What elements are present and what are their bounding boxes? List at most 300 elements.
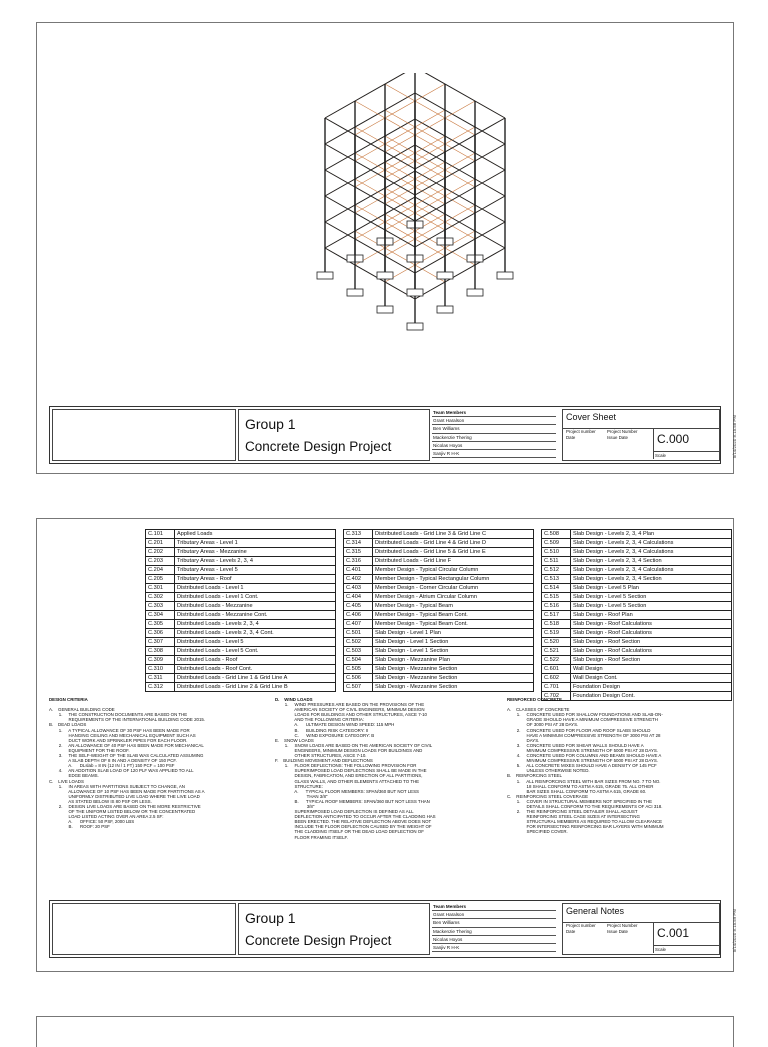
index-row (542, 593, 732, 602)
sheet-number: C.001 (657, 926, 690, 940)
note-line: 1. WIND PRESSURES ARE BASED ON THE PROVISIONS OF THE (275, 702, 425, 708)
sheet-number-cell: C.601 (542, 665, 571, 674)
note-line: C. WIND EXPOSURE CATEGORY: B (275, 732, 375, 738)
index-row (542, 656, 732, 665)
loads-notes (275, 697, 436, 840)
note-line: BAR SIZES SHALL CONFORM TO ASTM A 615, GRADE 60. (507, 788, 647, 794)
sheet-name-cell: Distributed Loads - Level 1 Cont. (175, 593, 336, 602)
index-row (542, 575, 732, 584)
index-row (146, 611, 336, 620)
sheet-name-cell: Slab Design - Levels 2, 3, 4 Section (571, 557, 732, 566)
sheet-name-cell: Slab Design - Mezzanine Plan (373, 656, 534, 665)
index-row (344, 530, 534, 539)
slab-edge (325, 73, 415, 118)
index-row (146, 629, 336, 638)
index-row (542, 539, 732, 548)
slab-edge (415, 222, 505, 273)
index-row (344, 548, 534, 557)
date-label: Date (566, 929, 576, 934)
sheet-number-cell: C.316 (344, 557, 373, 566)
sheet-number-cell: C.301 (146, 584, 175, 593)
sheet-name-cell: Slab Design - Levels 2, 3, 4 Calculations (571, 566, 732, 575)
sheet-number-cell: C.101 (146, 530, 175, 539)
team-member: Mackenzie Thering (432, 434, 556, 442)
logo-box (52, 409, 236, 461)
note-line: EDGE BEAMS. (49, 773, 99, 779)
sheet-number-cell: C.307 (146, 638, 175, 647)
note-line: 5. ALL CONCRETE MIXES SHOULD HAVE A DENSITY OF 145 PCF (507, 763, 657, 769)
note-line: SUPERIMPOSED LOAD DEFLECTION IS DEFINED AS ALL (275, 809, 414, 815)
index-row (344, 674, 534, 683)
scale-label: Scale (655, 453, 666, 458)
note-line: STRUCTURAL MEMBERS AS REQUIRED TO ALLOW CLEARANCE (507, 819, 663, 825)
note-line: FLOOR FRAMING ITSELF. (275, 834, 348, 840)
index-row (146, 548, 336, 557)
note-line: UNLESS OTHERWISE NOTED. (507, 768, 590, 774)
slab-edge (415, 93, 505, 144)
index-row (344, 593, 534, 602)
sheet-name-cell: Tributary Areas - Levels 2, 3, 4 (175, 557, 336, 566)
sheet-number-cell: C.306 (146, 629, 175, 638)
sheet-name-cell: Distributed Loads - Grid Line 1 & Grid Line A (175, 674, 336, 683)
sheet-number-cell: C.701 (542, 683, 571, 692)
index-row (542, 674, 732, 683)
sheet-name-cell: Foundation Design (571, 683, 732, 692)
sheet-name-cell: Distributed Loads - Mezzanine Cont. (175, 611, 336, 620)
sheet-number-cell: C.501 (344, 629, 373, 638)
index-row (146, 530, 336, 539)
note-line: DESIGN CRITERIA (49, 697, 88, 702)
note-line: REINFORCING STEEL CAGE SIZES AT INTERSECTING (507, 814, 640, 820)
building-isometric-drawing (237, 73, 567, 403)
sheet-number-cell: C.514 (542, 584, 571, 593)
index-row (542, 530, 732, 539)
sheet-name-cell: Slab Design - Roof Calculations (571, 647, 732, 656)
sheet-number-cell: C.508 (542, 530, 571, 539)
sheet-number-cell: C.402 (344, 575, 373, 584)
project-number-value: Project Number (607, 923, 638, 928)
sheet-name-cell: Slab Design - Level 5 Plan (571, 584, 732, 593)
note-line: DETAILS SHALL CONFORM TO THE REQUIREMENTS OF ACI 318. (507, 803, 663, 809)
index-row (344, 575, 534, 584)
note-line: FOR INTERSECTING REINFORCING BAR LAYERS WITH MINIMUM (507, 824, 664, 830)
slab-edge (415, 73, 505, 118)
title-block (49, 406, 721, 464)
note-line: MINIMUM COMPRESSIVE STRENGTH OF 5000 PSI AT 28 DAYS. (507, 758, 659, 764)
sheet-number-cell: C.407 (344, 620, 373, 629)
team-member: Nicolas Hoyos (432, 442, 556, 450)
note-line: A. CLASSES OF CONCRETE (507, 707, 570, 713)
sheet-number-cell: C.404 (344, 593, 373, 602)
sheet-index-table-3 (541, 529, 732, 701)
sheet-number-cell: C.602 (542, 674, 571, 683)
index-row (344, 566, 534, 575)
sheet-name-cell: Slab Design - Roof Calculations (571, 620, 732, 629)
sheet-name-cell: Tributary Areas - Level 1 (175, 539, 336, 548)
note-line: OTHER STRUCTURES, ASCE 7-10. (275, 753, 367, 759)
note-line: DEFLECTION ANTICIPATED TO OCCUR AFTER THE CLADDING HAS (275, 814, 436, 820)
project-box (238, 409, 430, 461)
team-members (432, 409, 556, 458)
sheet-number-cell: C.308 (146, 647, 175, 656)
note-line: BEEN ERECTED. THE RELATIVE DEFLECTION ABOVE DOES NOT (275, 819, 432, 825)
sheet-name-cell: Member Design - Typical Beam Cont. (373, 620, 534, 629)
sheet-number-cell: C.507 (344, 683, 373, 692)
sheet-name-cell: Applied Loads (175, 530, 336, 539)
team-header: Team Members (432, 409, 556, 417)
note-line: E. SNOW LOADS (275, 737, 314, 743)
sheet-name-cell: Distributed Loads - Grid Line 5 & Grid Line E (373, 548, 534, 557)
note-line: STRUCTURE: (275, 783, 323, 789)
sheet-name-cell: Slab Design - Level 5 Section (571, 593, 732, 602)
sheet-number-cell: C.517 (542, 611, 571, 620)
team-member: Ben Williams (432, 425, 556, 433)
note-line: OF THE UNIFORM LISTED BELOW OR THE CONCENTRATED (49, 809, 196, 815)
slab-edge (415, 248, 505, 299)
sheet-name-cell: Distributed Loads - Level 5 Cont. (175, 647, 336, 656)
note-line: B. DEAD LOADS (49, 722, 87, 728)
sheet-number-cell: C.305 (146, 620, 175, 629)
sheet-number-cell: C.512 (542, 566, 571, 575)
sheet-name-cell: Slab Design - Roof Plan (571, 611, 732, 620)
index-row (542, 584, 732, 593)
note-line: F. BUILDING MOVEMENT AND DEFLECTIONS (275, 758, 373, 764)
sheet-number-cell: C.519 (542, 629, 571, 638)
note-line: GRADE SHOULD HAVE A MINIMUM COMPRESSIVE STRENGTH (507, 717, 658, 723)
sheet-number-cell: C.201 (146, 539, 175, 548)
index-row (542, 638, 732, 647)
index-row (542, 548, 732, 557)
note-line: A. DLslab = 8 IN (12 IN / 1 FT) 150 PCF = 100 PSF (49, 763, 175, 769)
note-line: DUCT WORK AND SPRINKLER PIPES FOR EACH FLOOR. (49, 737, 188, 743)
sheet-number-cell: C.203 (146, 557, 175, 566)
group-name: Group 1 (245, 910, 296, 926)
sheet-name-cell: Slab Design - Levels 2, 3, 4 Plan (571, 530, 732, 539)
sheet-number-cell: C.702 (542, 692, 571, 701)
slab-grid-line (325, 73, 415, 118)
index-row (344, 602, 534, 611)
sheet-number-cell: C.503 (344, 647, 373, 656)
reinforced-concrete-notes (507, 697, 664, 835)
sheet-name-cell: Slab Design - Roof Calculations (571, 629, 732, 638)
index-row (542, 629, 732, 638)
note-line: A SLAB DEPTH OF 8 IN AND A DENSITY OF 150 PCF. (49, 758, 177, 764)
sheet-name-cell: Distributed Loads - Grid Line 3 & Grid Line C (373, 530, 534, 539)
note-line: THE CLADDING ITSELF OR THE DEAD LOAD DEFLECTION OF (275, 829, 424, 835)
sheet-number-cell: C.505 (344, 665, 373, 674)
sheet-name-cell: Distributed Loads - Roof (175, 656, 336, 665)
date-label: Date (566, 435, 576, 440)
sheet-number-cell: C.304 (146, 611, 175, 620)
project-name: Concrete Design Project (245, 933, 392, 948)
note-line: AMERICAN SOCIETY OF CIVIL ENGINEERS, MINIMUM DESIGN (275, 707, 425, 713)
sheet-number: C.000 (657, 432, 690, 446)
note-line: 1. A TYPICAL ALLOWANCE OF 30 PSF HAS BEEN MADE FOR (49, 727, 190, 733)
index-row (344, 629, 534, 638)
project-number-label: Project number (566, 923, 596, 928)
print-stamp: 5/14/2020 8:15:58 PM (732, 415, 737, 459)
index-row (344, 611, 534, 620)
note-line: AS STATED BELOW IS 80 PSF OR LESS. (49, 798, 152, 804)
sheet-name-cell: Slab Design - Level 1 Plan (373, 629, 534, 638)
sheet-info (562, 409, 720, 461)
index-row (146, 665, 336, 674)
sheet-name-cell: Tributary Areas - Level 5 (175, 566, 336, 575)
note-line: 2. AN ALLOWANCE OF 40 PSF HAS BEEN MADE FOR MECHANICAL (49, 742, 204, 748)
sheet-number-cell: C.511 (542, 557, 571, 566)
scale-label: Scale (655, 947, 666, 952)
note-line: INCLUDE THE FLOOR DEFLECTION CAUSED BY THE WEIGHT OF (275, 824, 432, 830)
note-line: 2. DESIGN LIVE LOADS ARE BASED ON THE MORE RESTRICTIVE (49, 803, 201, 809)
sheet-number-cell: C.520 (542, 638, 571, 647)
sheet-name-cell: Slab Design - Roof Section (571, 638, 732, 647)
note-line: DESIGN, FABRICATION, AND ERECTION OF ALL PARTITIONS, (275, 773, 423, 779)
note-line: REQUIREMENTS OF THE INTERNATIONAL BUILDING CODE 2015. (49, 717, 206, 723)
note-line: 4. CONCRETE USED FOR COLUMNS AND BEAMS SHOULD HAVE A (507, 753, 662, 759)
note-line: OF 3000 PSI AT 28 DAYS. (507, 722, 579, 728)
footing (437, 272, 453, 279)
slab-edge (325, 222, 415, 273)
note-line: A. OFFICE: 50 PSF, 2000 LBS (49, 819, 135, 825)
project-name: Concrete Design Project (245, 439, 392, 454)
sheet-name-cell: Slab Design - Level 1 Section (373, 647, 534, 656)
index-row (146, 566, 336, 575)
team-header: Team Members (432, 903, 556, 911)
project-number-label: Project number (566, 429, 596, 434)
sheet-name-cell: Member Design - Typical Rectangular Column (373, 575, 534, 584)
sheet-name-cell: Slab Design - Level 5 Section (571, 602, 732, 611)
note-line: LOAD LISTED ACTING OVER AN AREA 2.5 SF: (49, 814, 164, 820)
note-line: 1. COVER IN STRUCTURAL MEMBERS NOT SPECIFIED IN THE (507, 798, 653, 804)
index-row (146, 647, 336, 656)
note-line: 1. SNOW LOADS ARE BASED ON THE AMERICAN SOCIETY OF CIVIL (275, 742, 433, 748)
index-row (344, 638, 534, 647)
note-line: REINFORCED CONCRETE (507, 697, 562, 702)
sheet-number-cell: C.521 (542, 647, 571, 656)
note-line: AND THE FOLLOWING CRITERIA: (275, 717, 364, 723)
sheet-name-cell: Member Design - Atrium Circular Column (373, 593, 534, 602)
note-line: C. LIVE LOADS (49, 778, 84, 784)
footing (317, 272, 333, 279)
note-line: B. REINFORCING STEEL (507, 773, 562, 779)
team-member: Grant Haralson (432, 417, 556, 425)
date-value: Issue Date (607, 435, 628, 440)
sheet-number-cell: C.504 (344, 656, 373, 665)
team-member: Ben Williams (432, 919, 556, 927)
index-row (344, 656, 534, 665)
index-row (344, 620, 534, 629)
sheet-number-cell: C.506 (344, 674, 373, 683)
sheet-name-cell: Foundation Design Cont. (571, 692, 732, 701)
sheet-name-cell: Member Design - Typical Beam (373, 602, 534, 611)
sheet-number-cell: C.310 (146, 665, 175, 674)
note-line: 2. THE REINFORCING STEEL DETAILER SHALL ADJUST (507, 809, 638, 815)
sheet-number-cell: C.204 (146, 566, 175, 575)
sheet-name-cell: Distributed Loads - Level 1 (175, 584, 336, 593)
index-row (146, 674, 336, 683)
sheet-name-cell: Wall Design (571, 665, 732, 674)
sheet-name-cell: Tributary Areas - Mezzanine (175, 548, 336, 557)
sheet-number-cell: C.518 (542, 620, 571, 629)
note-line: 1. CONCRETE USED FOR SHALLOW FOUNDATIONS AND SLAB-ON- (507, 712, 663, 718)
footing (407, 323, 423, 330)
sheet-name-cell: Slab Design - Roof Section (571, 656, 732, 665)
note-line: B. BUILDING RISK CATEGORY: II (275, 727, 369, 733)
sheet-number-cell: C.510 (542, 548, 571, 557)
title-block (49, 900, 721, 958)
sheet-name-cell: Member Design - Typical Beam Cont. (373, 611, 534, 620)
note-line: 1. THE CONSTRUCTION DOCUMENTS ARE BASED ON THE (49, 712, 188, 718)
note-line: 2. CONCRETE USED FOR FLOOR AND ROOF SLABS SHOULD (507, 727, 651, 733)
note-line: C. REINFORCING STEEL COVERAGE (507, 793, 589, 799)
sheet-name-cell: Distributed Loads - Levels 2, 3, 4 (175, 620, 336, 629)
general-notes-sheet (36, 518, 737, 972)
sheet-name-cell: Distributed Loads - Grid Line 4 & Grid Line D (373, 539, 534, 548)
sheet-name-cell: Slab Design - Level 1 Section (373, 638, 534, 647)
print-stamp: 5/14/2020 8:15:59 PM (732, 909, 737, 953)
slab-grid-line (415, 73, 505, 118)
footing (497, 272, 513, 279)
note-line: GLASS WALLS, AND OTHER ELEMENTS ATTACHED TO THE (275, 778, 420, 784)
note-line: B. TYPICAL ROOF MEMBERS: SPAN/360 BUT NOT LESS THAN (275, 798, 430, 804)
sheet-name-cell: Slab Design - Mezzanine Section (373, 683, 534, 692)
note-line: SUPERIMPOSED LOAD DEFLECTIONS SHALL BE MADE IN THE (275, 768, 427, 774)
index-row (542, 611, 732, 620)
team-member: Sanjiv R H-K (432, 944, 556, 952)
index-row (542, 602, 732, 611)
design-criteria-notes (49, 697, 205, 829)
note-line: MINIMUM COMPRESSIVE STRENGTH OF 5000 PSI AT 28 DAYS. (507, 747, 659, 753)
index-row (146, 683, 336, 692)
sheet-title: General Notes (566, 906, 625, 916)
sheet-name-cell: Distributed Loads - Roof Cont. (175, 665, 336, 674)
group-name: Group 1 (245, 416, 296, 432)
sheet-number-cell: C.522 (542, 656, 571, 665)
sheet-index-table-1 (145, 529, 336, 692)
sheet-name-cell: Member Design - Typical Circular Column (373, 566, 534, 575)
note-line: ENGINEERS, MINIMUM DESIGN LOADS FOR BUILDINGS AND (275, 747, 423, 753)
sheet-number-cell: C.401 (344, 566, 373, 575)
logo-box (52, 903, 236, 955)
sheet-name-cell: Distributed Loads - Grid Line 2 & Grid Line B (175, 683, 336, 692)
note-line: EQUIPMENT FOR THE ROOF. (49, 747, 130, 753)
note-line: A. GENERAL BUILDING CODE (49, 707, 115, 713)
next-sheet-partial (36, 1016, 734, 1047)
footing (407, 289, 423, 296)
footing (377, 272, 393, 279)
note-line: HAVE A MINIMUM COMPRESSIVE STRENGTH OF 3000 PSI AT 28 (507, 732, 661, 738)
sheet-number-cell: C.302 (146, 593, 175, 602)
sheet-number-cell: C.502 (344, 638, 373, 647)
index-row (542, 566, 732, 575)
index-row (344, 665, 534, 674)
sheet-number-cell: C.513 (542, 575, 571, 584)
sheet-name-cell: Distributed Loads - Mezzanine (175, 602, 336, 611)
sheet-name-cell: Distributed Loads - Grid Line F (373, 557, 534, 566)
sheet-number-cell: C.313 (344, 530, 373, 539)
team-member: Sanjiv R H-K (432, 450, 556, 458)
sheet-name-cell: Tributary Areas - Roof (175, 575, 336, 584)
index-row (344, 539, 534, 548)
note-line: 3/8" (275, 803, 315, 809)
sheet-name-cell: Slab Design - Levels 2, 3, 4 Calculations (571, 539, 732, 548)
index-row (344, 584, 534, 593)
cover-sheet (36, 22, 737, 474)
footing (437, 306, 453, 313)
note-line: SPECIFIED COVER. (507, 829, 568, 835)
sheet-info (562, 903, 720, 955)
slab-edge (325, 93, 415, 144)
note-line: A. TYPICAL FLOOR MEMBERS: SPAN/360 BUT NOT LESS (275, 788, 419, 794)
note-line: 3. CONCRETE USED FOR SHEAR WALLS SHOULD HAVE A (507, 742, 644, 748)
sheet-number-cell: C.509 (542, 539, 571, 548)
note-line: A. ULTIMATE DESIGN WIND SPEED: 115 MPH (275, 722, 395, 728)
footing (467, 289, 483, 296)
index-row (542, 557, 732, 566)
note-line: THAN 3/8" (275, 793, 328, 799)
sheet-name-cell: Slab Design - Mezzanine Section (373, 674, 534, 683)
project-box (238, 903, 430, 955)
note-line: LOADS FOR BUILDINGS AND OTHER STRUCTURES, ASCE 7-10 (275, 712, 427, 718)
index-row (146, 575, 336, 584)
sheet-name-cell: Member Design - Corner Circular Column (373, 584, 534, 593)
team-members (432, 903, 556, 952)
note-line: 1. ALL REINFORCING STEEL WITH BAR SIZES FROM NO. 7 TO NO. (507, 778, 661, 784)
sheet-number-cell: C.405 (344, 602, 373, 611)
slab-edge (325, 248, 415, 299)
note-line: UNIFORMLY DISTRIBUTED LIVE LOAD WHERE THE LIVE LOAD (49, 793, 200, 799)
note-line: B. ROOF: 20 PSF (49, 824, 110, 830)
index-row (542, 620, 732, 629)
sheet-name-cell: Slab Design - Levels 2, 3, 4 Section (571, 575, 732, 584)
sheet-number-cell: C.516 (542, 602, 571, 611)
index-row (542, 683, 732, 692)
team-member: Mackenzie Thering (432, 928, 556, 936)
note-line: HANGING CEILING AND MECHANICAL EQUIPMENT SUCH AS (49, 732, 196, 738)
sheet-number-cell: C.312 (146, 683, 175, 692)
index-row (344, 647, 534, 656)
index-row (146, 656, 336, 665)
sheet-number-cell: C.315 (344, 548, 373, 557)
index-row (542, 647, 732, 656)
sheet-name-cell: Slab Design - Mezzanine Section (373, 665, 534, 674)
team-member: Nicolas Hoyos (432, 936, 556, 944)
date-value: Issue Date (607, 929, 628, 934)
note-line: 18 SHALL CONFORM TO ASTM A 615, GRADE 75. ALL OTHER (507, 783, 654, 789)
sheet-number-cell: C.314 (344, 539, 373, 548)
sheet-number-cell: C.406 (344, 611, 373, 620)
sheet-name-cell: Wall Design Cont. (571, 674, 732, 683)
sheet-number-cell: C.205 (146, 575, 175, 584)
sheet-name-cell: Distributed Loads - Level 5 (175, 638, 336, 647)
sheet-index-table-2 (343, 529, 534, 692)
index-row (146, 638, 336, 647)
sheet-name-cell: Slab Design - Levels 2, 3, 4 Calculations (571, 548, 732, 557)
index-row (344, 557, 534, 566)
index-row (146, 602, 336, 611)
index-row (146, 584, 336, 593)
footing (377, 306, 393, 313)
sheet-number-cell: C.311 (146, 674, 175, 683)
note-line: 1. FLOOR DEFLECTIONS: THE FOLLOWING PROVISION FOR (275, 763, 417, 769)
note-line: DAYS. (507, 737, 540, 743)
sheet-number-cell: C.202 (146, 548, 175, 557)
footing (347, 289, 363, 296)
index-row (146, 539, 336, 548)
team-member: Grant Haralson (432, 911, 556, 919)
project-number-value: Project Number (607, 429, 638, 434)
index-row (344, 683, 534, 692)
